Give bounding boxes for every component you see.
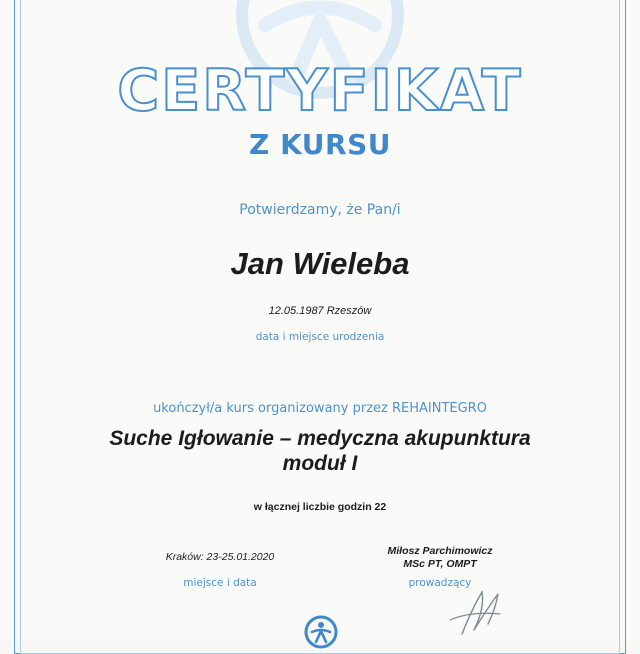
certificate-title: CERTYFIKAT (117, 58, 523, 124)
birth-info: 12.05.1987 Rzeszów (268, 305, 372, 317)
birth-label: data i miejsce urodzenia (255, 331, 385, 343)
completed-text: ukończył/a kurs organizowany przez REHAINTEGRO (153, 401, 487, 416)
place-date-label: miejsce i data (183, 577, 257, 589)
certificate-subtitle: Z KURSU (249, 128, 391, 161)
lecturer-name: Miłosz Parchimowicz (387, 545, 493, 557)
lecturer-label: prowadzący (408, 577, 472, 589)
lecturer-info (350, 545, 530, 571)
course-title (0, 426, 640, 476)
place-date: Kraków: 23-25.01.2020 (165, 551, 275, 563)
lecturer-title: MSc PT, OMPT (403, 558, 477, 570)
hours-text: w łącznej liczbie godzin 22 (253, 501, 387, 513)
course-title-line2: moduł I (282, 452, 358, 475)
confirm-text: Potwierdzamy, że Pan/i (239, 202, 401, 218)
course-title-line1: Suche Igłowanie – medyczna akupunktura (109, 427, 531, 450)
signature-icon (440, 584, 520, 640)
rehaintegro-logo-icon (303, 614, 339, 650)
participant-name: Jan Wieleba (230, 246, 410, 281)
